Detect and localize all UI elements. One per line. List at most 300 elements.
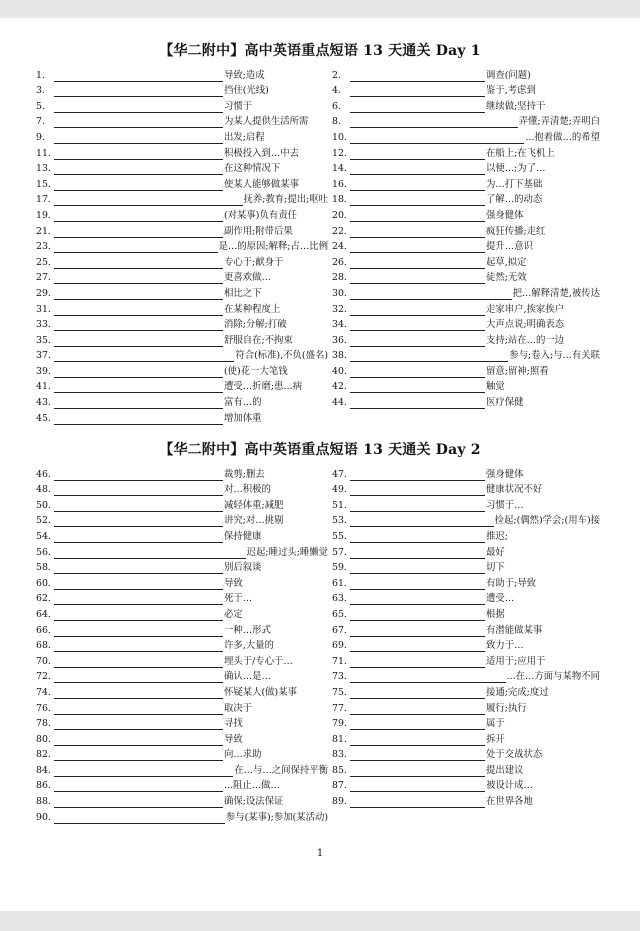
- phrase-item: [332, 347, 604, 363]
- answer-blank-line[interactable]: [54, 119, 223, 128]
- chinese-meaning: 向…求助: [224, 749, 262, 761]
- phrase-item: [332, 144, 604, 160]
- answer-blank-line[interactable]: [350, 737, 485, 746]
- phrase-item: [36, 191, 332, 207]
- item-number: 79.: [332, 718, 347, 730]
- item-number: 66.: [36, 624, 51, 636]
- answer-blank-line[interactable]: [350, 721, 485, 730]
- answer-blank-line[interactable]: [54, 104, 223, 113]
- answer-blank-line[interactable]: [54, 151, 223, 160]
- answer-blank-line[interactable]: [54, 244, 218, 253]
- item-number: 61.: [332, 577, 347, 589]
- answer-blank-line[interactable]: [350, 229, 485, 238]
- answer-blank-line[interactable]: [350, 674, 506, 683]
- item-number: 23.: [36, 241, 51, 253]
- phrase-item: [332, 128, 604, 144]
- item-number: 41.: [36, 381, 51, 393]
- chinese-meaning: 在这种情况下: [224, 163, 281, 175]
- phrase-item: [36, 378, 332, 394]
- item-number: 87.: [332, 780, 347, 792]
- chinese-meaning: 最好: [486, 546, 505, 558]
- chinese-meaning: 触觉: [486, 381, 505, 393]
- phrase-item: [332, 637, 604, 653]
- answer-blank-line[interactable]: [54, 518, 223, 527]
- phrase-item: [332, 465, 604, 481]
- answer-blank-line[interactable]: [54, 400, 223, 409]
- phrase-item: [332, 543, 604, 559]
- chinese-meaning: 别后叙谈: [224, 562, 262, 574]
- item-number: 50.: [36, 499, 51, 511]
- phrase-item: [332, 331, 604, 347]
- item-number: 78.: [36, 718, 51, 730]
- chinese-meaning: 迟起;睡过头;睡懒觉: [246, 546, 328, 558]
- answer-blank-line[interactable]: [350, 135, 524, 144]
- item-number: 44.: [332, 397, 347, 409]
- phrase-item: [332, 175, 604, 191]
- phrase-item: [332, 206, 604, 222]
- chinese-meaning: 提升…意识: [486, 241, 533, 253]
- chinese-meaning: 有潜能做某事: [486, 624, 543, 636]
- answer-blank-line[interactable]: [54, 322, 223, 331]
- phrase-item: [332, 605, 604, 621]
- chinese-meaning: 消除;分解;打破: [224, 319, 287, 331]
- phrase-item: [36, 331, 332, 347]
- item-number: 25.: [36, 256, 51, 268]
- chinese-meaning: 舒服自在;不拘束: [224, 334, 293, 346]
- answer-blank-line[interactable]: [54, 596, 223, 605]
- phrase-list-day-1: [36, 66, 604, 425]
- chinese-meaning: 确认…是…: [224, 671, 271, 683]
- answer-blank-line[interactable]: [350, 503, 485, 512]
- answer-blank-line[interactable]: [350, 213, 485, 222]
- phrase-item: [36, 144, 332, 160]
- answer-blank-line[interactable]: [54, 752, 223, 761]
- phrase-item: [36, 590, 332, 606]
- chinese-meaning: 埋头于/专心于…: [224, 655, 293, 667]
- item-number: 5.: [36, 100, 45, 112]
- answer-blank-line[interactable]: [350, 119, 518, 128]
- chinese-meaning: 相比之下: [224, 287, 262, 299]
- answer-blank-line[interactable]: [54, 197, 243, 206]
- item-number: 60.: [36, 577, 51, 589]
- item-number: 68.: [36, 640, 51, 652]
- item-number: 72.: [36, 671, 51, 683]
- answer-blank-line[interactable]: [54, 229, 223, 238]
- chinese-meaning: 弄懂;弄清楚;弄明白: [518, 116, 600, 128]
- item-number: 63.: [332, 593, 347, 605]
- item-number: 20.: [332, 209, 347, 221]
- answer-blank-line[interactable]: [350, 487, 485, 496]
- chinese-meaning: 切下: [486, 562, 505, 574]
- item-number: 54.: [36, 530, 51, 542]
- item-number: 3.: [36, 85, 45, 97]
- answer-blank-line[interactable]: [54, 182, 223, 191]
- chinese-meaning: 留意;留神;照看: [486, 365, 549, 377]
- answer-blank-line[interactable]: [350, 353, 508, 362]
- phrase-item: [36, 543, 332, 559]
- phrase-item: [36, 512, 332, 528]
- item-number: 81.: [332, 733, 347, 745]
- chinese-meaning: 是…的原因;解释;占…比例: [218, 241, 328, 253]
- answer-blank-line[interactable]: [350, 166, 485, 175]
- answer-blank-line[interactable]: [54, 690, 223, 699]
- chinese-meaning: 继续做;坚持干: [486, 100, 546, 112]
- top-margin-strip: [0, 0, 640, 18]
- chinese-meaning: 裁剪;删去: [224, 468, 265, 480]
- phrase-item: [36, 792, 332, 808]
- chinese-meaning: 出发;启程: [224, 131, 265, 143]
- answer-blank-line[interactable]: [54, 416, 223, 425]
- chinese-meaning: 推迟;: [486, 530, 508, 542]
- chinese-meaning: 积极投入到…中去: [224, 147, 300, 159]
- chinese-meaning: 在船上;在飞机上: [486, 147, 555, 159]
- phrase-item: [36, 128, 332, 144]
- item-number: 19.: [36, 209, 51, 221]
- phrase-item: [332, 652, 604, 668]
- phrase-item: [36, 683, 332, 699]
- chinese-meaning: 支持;站在…的一边: [486, 334, 565, 346]
- answer-blank-line[interactable]: [54, 213, 223, 222]
- phrase-item: [332, 527, 604, 543]
- chinese-meaning: 以便…;为了…: [486, 163, 546, 175]
- item-number: 24.: [332, 241, 347, 253]
- chinese-meaning: 讲究;对…挑剔: [224, 515, 284, 527]
- phrase-item: [36, 605, 332, 621]
- answer-blank-line[interactable]: [350, 612, 485, 621]
- answer-blank-line[interactable]: [350, 518, 494, 527]
- answer-blank-line[interactable]: [350, 534, 485, 543]
- item-number: 48.: [36, 484, 51, 496]
- answer-blank-line[interactable]: [350, 260, 485, 269]
- item-number: 49.: [332, 484, 347, 496]
- item-number: 30.: [332, 287, 347, 299]
- answer-blank-line[interactable]: [350, 384, 485, 393]
- item-number: 58.: [36, 562, 51, 574]
- answer-blank-line[interactable]: [54, 472, 223, 481]
- phrase-item: [36, 269, 332, 285]
- chinese-meaning: 起草,拟定: [486, 256, 527, 268]
- phrase-item: [36, 699, 332, 715]
- answer-blank-line[interactable]: [54, 307, 223, 316]
- chinese-meaning: 一种…形式: [224, 624, 271, 636]
- answer-blank-line[interactable]: [54, 550, 246, 559]
- answer-blank-line[interactable]: [350, 322, 485, 331]
- phrase-item: [36, 481, 332, 497]
- item-number: 64.: [36, 608, 51, 620]
- phrase-item: [332, 715, 604, 731]
- phrase-item: [36, 347, 332, 363]
- item-number: 21.: [36, 225, 51, 237]
- chinese-meaning: 增加体重: [224, 412, 262, 424]
- chinese-meaning: 捡起;(偶然)学会;(用车)接: [494, 515, 600, 527]
- answer-blank-line[interactable]: [54, 369, 223, 378]
- chinese-meaning: 挡住(光线): [224, 85, 269, 97]
- phrase-item: [36, 808, 332, 824]
- item-number: 4.: [332, 85, 341, 97]
- phrase-item: [36, 253, 332, 269]
- answer-blank-line[interactable]: [350, 643, 485, 652]
- item-number: 10.: [332, 131, 347, 143]
- chinese-meaning: 习惯于…: [486, 499, 524, 511]
- item-number: 85.: [332, 764, 347, 776]
- answer-blank-line[interactable]: [54, 88, 223, 97]
- answer-blank-line[interactable]: [350, 581, 485, 590]
- chinese-meaning: 抚养;教育;提出;呕吐: [243, 194, 328, 206]
- phrase-item: [36, 66, 332, 82]
- chinese-meaning: 有助于;导致: [486, 577, 537, 589]
- item-number: 83.: [332, 749, 347, 761]
- chinese-meaning: 符合(标准),不负(盛名): [235, 350, 328, 362]
- phrase-item: [332, 668, 604, 684]
- phrase-item: [36, 160, 332, 176]
- chinese-meaning: 强身健体: [486, 209, 524, 221]
- item-number: 37.: [36, 350, 51, 362]
- item-number: 33.: [36, 319, 51, 331]
- item-number: 18.: [332, 194, 347, 206]
- item-number: 15.: [36, 178, 51, 190]
- item-number: 9.: [36, 131, 45, 143]
- phrase-item: [332, 746, 604, 762]
- answer-blank-line[interactable]: [54, 643, 223, 652]
- phrase-item: [332, 792, 604, 808]
- item-number: 46.: [36, 468, 51, 480]
- phrase-item: [36, 746, 332, 762]
- chinese-meaning: 对…积极的: [224, 484, 271, 496]
- phrase-item: [36, 284, 332, 300]
- answer-blank-line[interactable]: [54, 384, 223, 393]
- item-number: 76.: [36, 702, 51, 714]
- phrase-item: [332, 82, 604, 98]
- answer-blank-line[interactable]: [54, 73, 223, 82]
- item-number: 36.: [332, 334, 347, 346]
- answer-blank-line[interactable]: [350, 550, 485, 559]
- item-number: 42.: [332, 381, 347, 393]
- item-number: 57.: [332, 546, 347, 558]
- chinese-meaning: 使某人能够做某事: [224, 178, 300, 190]
- phrase-item: [36, 409, 332, 425]
- item-number: 55.: [332, 530, 347, 542]
- chinese-meaning: 适用于;应用于: [486, 655, 546, 667]
- phrase-item: [332, 253, 604, 269]
- item-number: 26.: [332, 256, 347, 268]
- phrase-item: [36, 574, 332, 590]
- chinese-meaning: 接通;完成;度过: [486, 686, 549, 698]
- chinese-meaning: 遭受…折磨;患…病: [224, 381, 303, 393]
- item-number: 69.: [332, 640, 347, 652]
- phrase-item: [36, 316, 332, 332]
- phrase-item: [36, 652, 332, 668]
- phrase-item: [332, 378, 604, 394]
- chinese-meaning: 副作用;附带后果: [224, 225, 293, 237]
- answer-blank-line[interactable]: [54, 166, 223, 175]
- item-number: 39.: [36, 365, 51, 377]
- phrase-item: [36, 362, 332, 378]
- chinese-meaning: 遭受…: [486, 593, 515, 605]
- answer-blank-line[interactable]: [54, 291, 223, 300]
- item-number: 88.: [36, 796, 51, 808]
- answer-blank-line[interactable]: [54, 674, 223, 683]
- item-number: 29.: [36, 287, 51, 299]
- answer-blank-line[interactable]: [54, 628, 223, 637]
- chinese-meaning: 为某人提供生活所需: [224, 116, 309, 128]
- answer-blank-line[interactable]: [350, 690, 485, 699]
- item-number: 53.: [332, 515, 347, 527]
- answer-blank-line[interactable]: [54, 135, 223, 144]
- bottom-margin-strip: [0, 911, 640, 931]
- answer-blank-line[interactable]: [350, 88, 485, 97]
- answer-blank-line[interactable]: [350, 628, 485, 637]
- phrase-item: [332, 481, 604, 497]
- chinese-meaning: 走家串户,挨家挨户: [486, 303, 564, 315]
- chinese-meaning: 导致;造成: [224, 69, 265, 81]
- phrase-item: [36, 97, 332, 113]
- item-number: 80.: [36, 733, 51, 745]
- answer-blank-line[interactable]: [54, 338, 223, 347]
- answer-blank-line[interactable]: [54, 612, 223, 621]
- item-number: 6.: [332, 100, 341, 112]
- phrase-item: [332, 777, 604, 793]
- answer-blank-line[interactable]: [350, 659, 485, 668]
- answer-blank-line[interactable]: [54, 581, 223, 590]
- answer-blank-line[interactable]: [54, 783, 223, 792]
- answer-blank-line[interactable]: [350, 338, 485, 347]
- item-number: 67.: [332, 624, 347, 636]
- item-number: 2.: [332, 69, 341, 81]
- phrase-item: [332, 574, 604, 590]
- chinese-meaning: 医疗保健: [486, 397, 524, 409]
- phrase-item: [36, 527, 332, 543]
- answer-blank-line[interactable]: [350, 151, 485, 160]
- answer-blank-line[interactable]: [350, 706, 485, 715]
- answer-blank-line[interactable]: [54, 503, 223, 512]
- item-number: 56.: [36, 546, 51, 558]
- chinese-meaning: 履行;执行: [486, 702, 527, 714]
- chinese-meaning: 了解…的动态: [486, 194, 543, 206]
- answer-blank-line[interactable]: [54, 659, 223, 668]
- answer-blank-line[interactable]: [350, 783, 485, 792]
- answer-blank-line[interactable]: [54, 768, 233, 777]
- chinese-meaning: 把…解释清楚,被传达: [512, 287, 600, 299]
- phrase-item: [36, 175, 332, 191]
- item-number: 34.: [332, 319, 347, 331]
- phrase-item: [36, 730, 332, 746]
- answer-blank-line[interactable]: [350, 472, 485, 481]
- answer-blank-line[interactable]: [350, 799, 485, 808]
- answer-blank-line[interactable]: [350, 768, 485, 777]
- item-number: 12.: [332, 147, 347, 159]
- phrase-item: [332, 238, 604, 254]
- answer-blank-line[interactable]: [54, 534, 223, 543]
- phrase-item: [36, 496, 332, 512]
- item-number: 28.: [332, 272, 347, 284]
- phrase-item: [332, 590, 604, 606]
- chinese-meaning: 死于…: [224, 593, 253, 605]
- item-number: 77.: [332, 702, 347, 714]
- answer-blank-line[interactable]: [54, 487, 223, 496]
- answer-blank-line[interactable]: [350, 275, 485, 284]
- item-number: 32.: [332, 303, 347, 315]
- answer-blank-line[interactable]: [350, 104, 485, 113]
- chinese-meaning: 专心于;献身于: [224, 256, 284, 268]
- chinese-meaning: 鉴于,考虑到: [486, 85, 536, 97]
- chinese-meaning: 大声点说;明确表态: [486, 319, 565, 331]
- phrase-item: [332, 699, 604, 715]
- chinese-meaning: 习惯于: [224, 100, 253, 112]
- item-number: 47.: [332, 468, 347, 480]
- answer-blank-line[interactable]: [54, 706, 223, 715]
- page-number: 1: [316, 848, 324, 859]
- phrase-item: [332, 269, 604, 285]
- item-number: 73.: [332, 671, 347, 683]
- chinese-meaning: 导致: [224, 733, 243, 745]
- chinese-meaning: 健康状况不好: [486, 484, 543, 496]
- chinese-meaning: 徒然;无效: [486, 272, 527, 284]
- item-number: 62.: [36, 593, 51, 605]
- chinese-meaning: 在…与…之间保持平衡: [234, 764, 328, 776]
- chinese-meaning: 提出建议: [486, 764, 524, 776]
- item-number: 89.: [332, 796, 347, 808]
- chinese-meaning: 致力于…: [486, 640, 524, 652]
- chinese-meaning: 调查(问题): [486, 69, 531, 81]
- answer-blank-line[interactable]: [54, 275, 223, 284]
- chinese-meaning: (使)花一大笔钱: [224, 365, 288, 377]
- answer-blank-line[interactable]: [54, 260, 223, 269]
- phrase-item: [332, 113, 604, 129]
- item-number: 31.: [36, 303, 51, 315]
- phrase-item: [332, 621, 604, 637]
- phrase-item: [332, 97, 604, 113]
- phrase-item: [332, 512, 604, 528]
- answer-blank-line[interactable]: [350, 596, 485, 605]
- answer-blank-line[interactable]: [350, 369, 485, 378]
- phrase-item: [36, 621, 332, 637]
- answer-blank-line[interactable]: [54, 721, 223, 730]
- chinese-meaning: 富有…的: [224, 397, 262, 409]
- phrase-item: [332, 761, 604, 777]
- answer-blank-line[interactable]: [350, 197, 485, 206]
- phrase-item: [36, 761, 332, 777]
- phrase-item: [332, 559, 604, 575]
- answer-blank-line[interactable]: [350, 752, 485, 761]
- answer-blank-line[interactable]: [350, 307, 485, 316]
- phrase-item: [36, 668, 332, 684]
- answer-blank-line[interactable]: [350, 565, 485, 574]
- chinese-meaning: 减轻体重;减肥: [224, 499, 284, 511]
- chinese-meaning: 被设计成…: [486, 780, 533, 792]
- answer-blank-line[interactable]: [54, 799, 223, 808]
- answer-blank-line[interactable]: [54, 353, 234, 362]
- chinese-meaning: 疯狂传播;走红: [486, 225, 546, 237]
- answer-blank-line[interactable]: [350, 182, 485, 191]
- answer-blank-line[interactable]: [54, 565, 223, 574]
- item-number: 70.: [36, 655, 51, 667]
- phrase-item: [36, 393, 332, 409]
- item-number: 43.: [36, 397, 51, 409]
- answer-blank-line[interactable]: [350, 244, 485, 253]
- answer-blank-line[interactable]: [54, 815, 225, 824]
- phrase-item: [332, 393, 604, 409]
- item-number: 1.: [36, 69, 45, 81]
- answer-blank-line[interactable]: [54, 737, 223, 746]
- answer-blank-line[interactable]: [350, 73, 485, 82]
- answer-blank-line[interactable]: [350, 400, 485, 409]
- phrase-item: [332, 683, 604, 699]
- item-number: 45.: [36, 412, 51, 424]
- phrase-item: [332, 222, 604, 238]
- answer-blank-line[interactable]: [350, 291, 512, 300]
- chinese-meaning: ...抱着做…的希望: [525, 131, 600, 143]
- item-number: 74.: [36, 686, 51, 698]
